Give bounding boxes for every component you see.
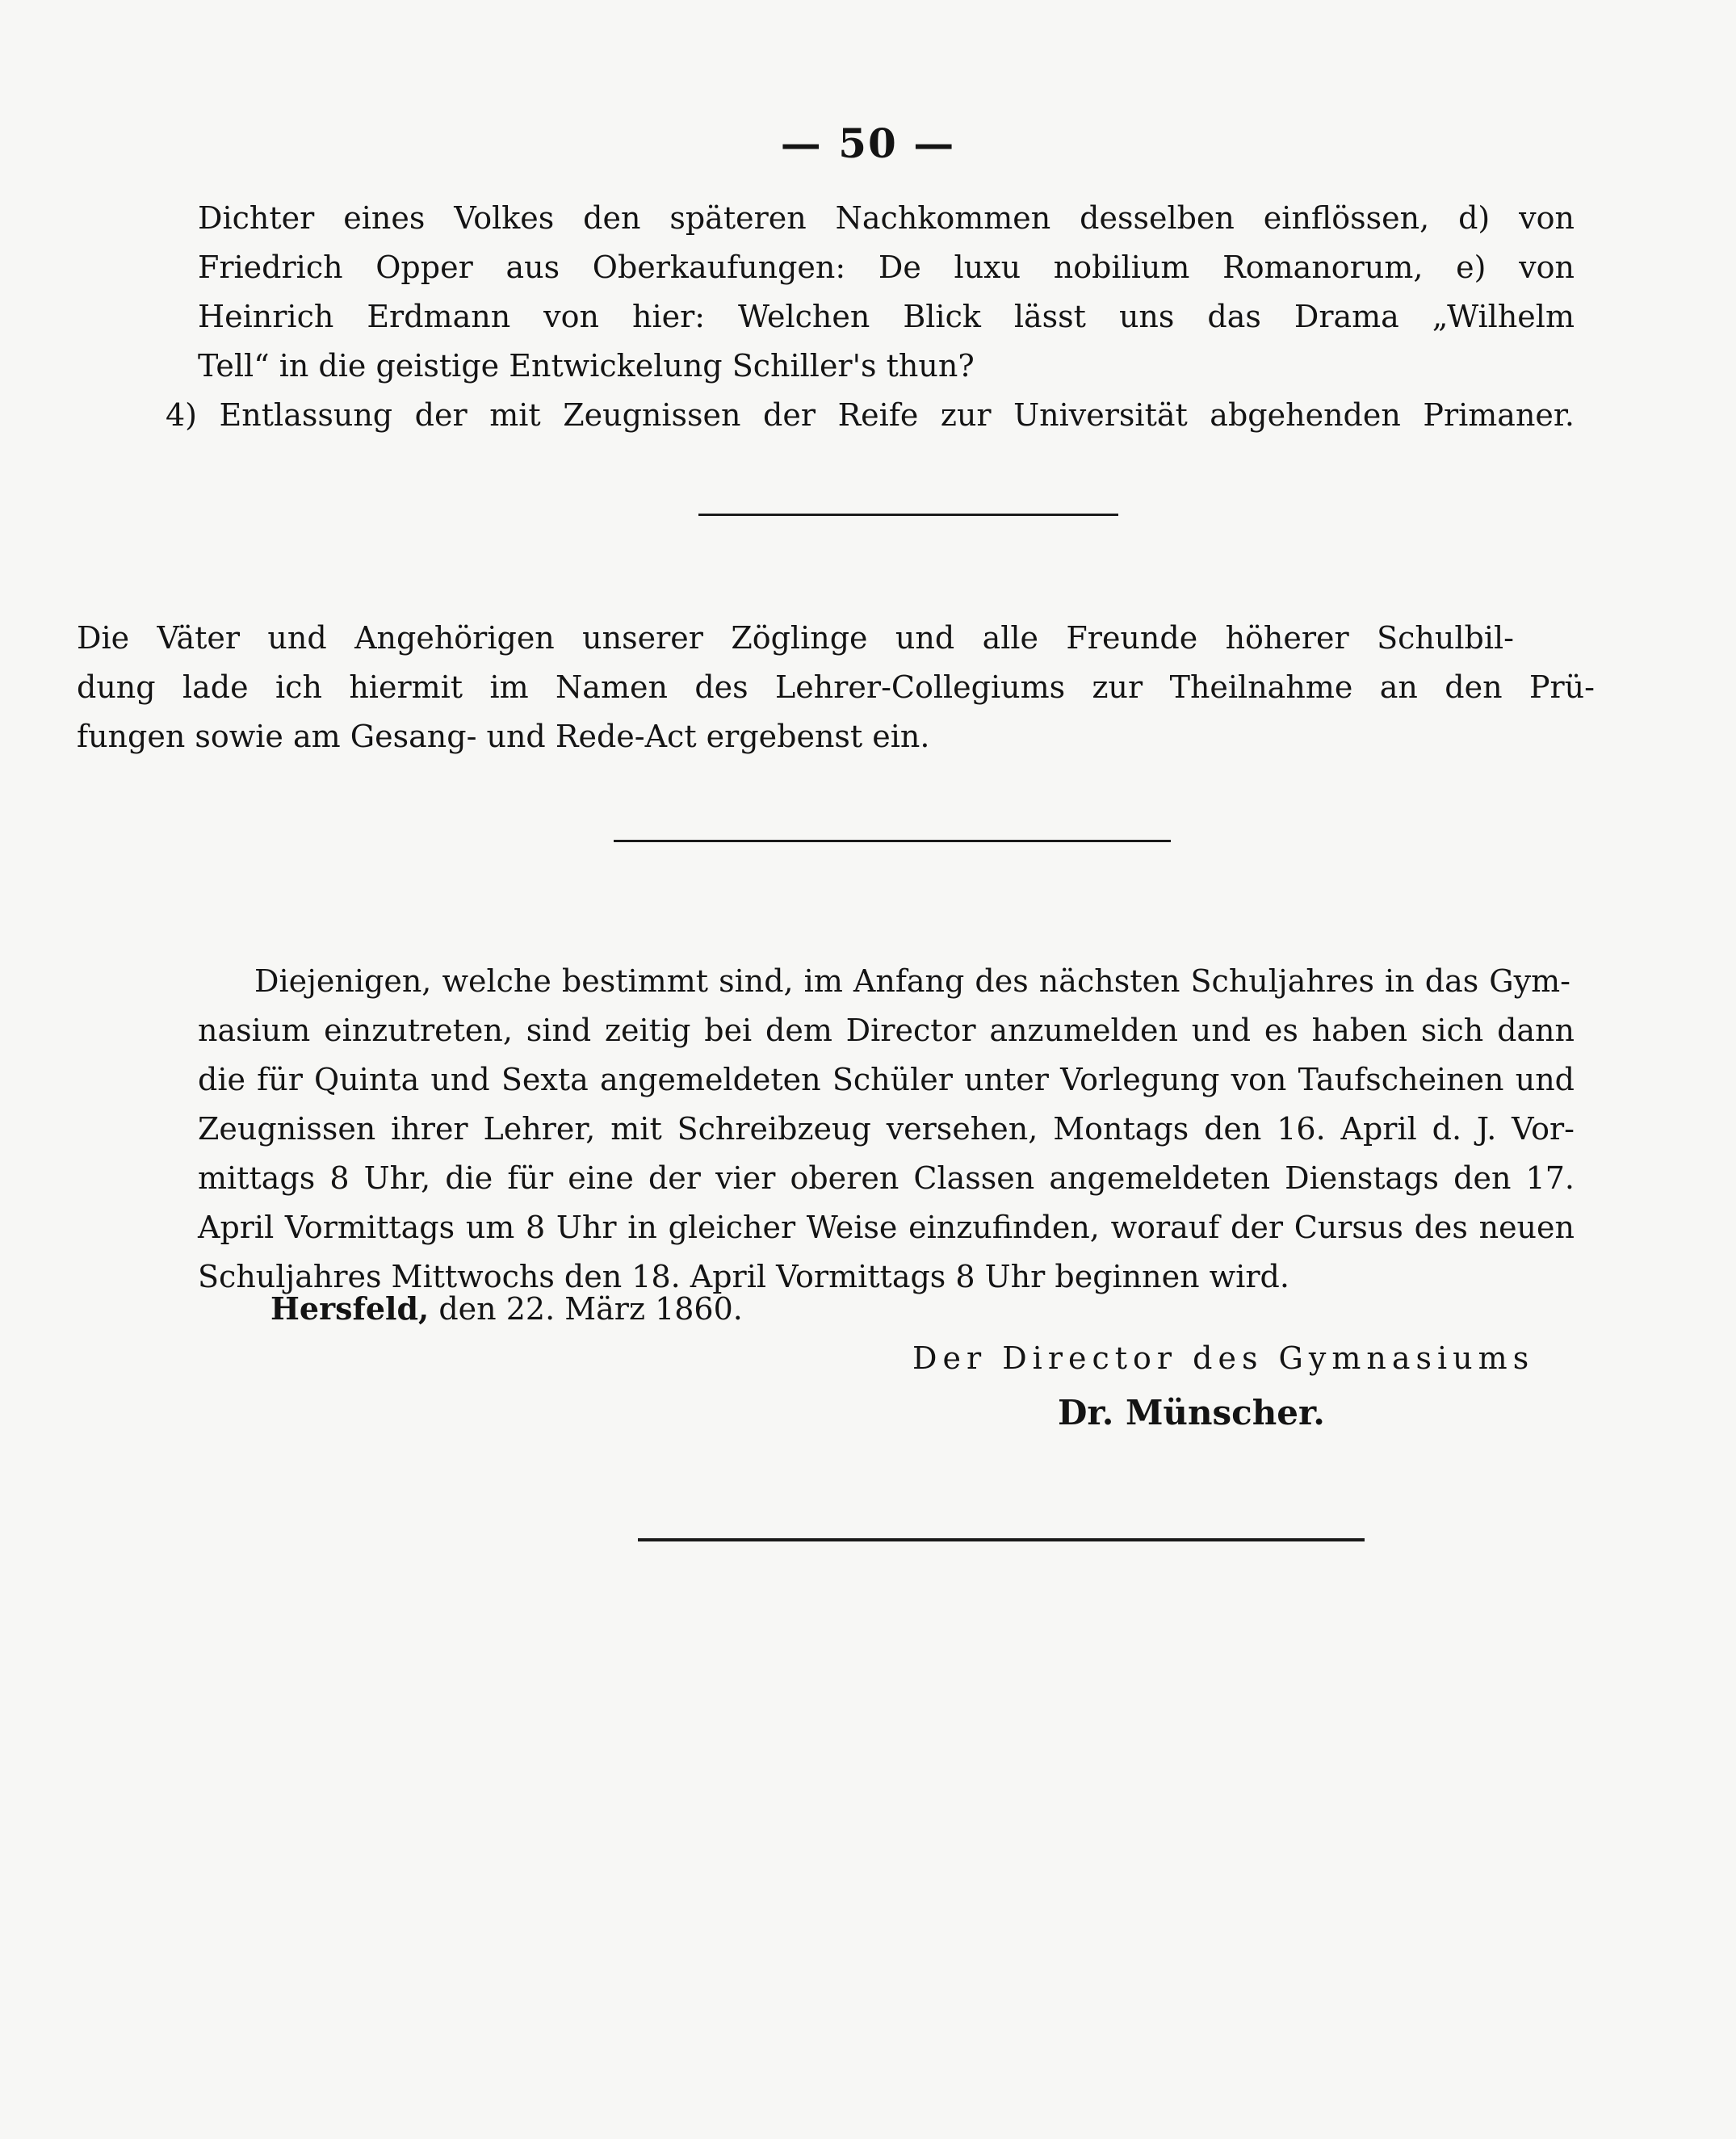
text-line: Die Väter und Angehörigen unserer Zöglinge und alle Freunde höherer Schulbil-: [77, 620, 1514, 656]
place-date-line: [270, 1290, 743, 1327]
text-line: nasium einzutreten, sind zeitig bei dem Director anzumelden und es haben sich dann: [198, 1013, 1575, 1048]
paragraph-enrollment: [198, 957, 1575, 1302]
text-line: Tell“ in die geistige Entwickelung Schiller's thun?: [198, 348, 975, 384]
signoff: Der Director des Gymnasiums: [912, 1340, 1535, 1376]
text-line: Diejenigen, welche bestimmt sind, im Anfang des nächsten Schuljahres in das Gym-: [254, 963, 1570, 999]
text-line: April Vormittags um 8 Uhr in gleicher Weise einzufinden, worauf der Cursus des neuen: [198, 1210, 1575, 1245]
separator-rule: [614, 840, 1171, 842]
separator-rule: [698, 514, 1118, 516]
text-line: fungen sowie am Gesang- und Rede-Act ergebenst ein.: [77, 719, 930, 754]
text-line: dung lade ich hiermit im Namen des Lehrer-Collegiums zur Theilnahme an den Prü-: [77, 669, 1595, 705]
text-line: Friedrich Opper aus Oberkaufungen: De luxu nobilium Romanorum, e) von: [198, 250, 1575, 285]
page-number: — 50 —: [780, 120, 956, 167]
text-line: Dichter eines Volkes den späteren Nachkommen desselben einflössen, d) von: [198, 200, 1575, 236]
signature: Dr. Münscher.: [1058, 1393, 1325, 1432]
text-line: Heinrich Erdmann von hier: Welchen Blick lässt uns das Drama „Wilhelm: [198, 299, 1575, 334]
text-line: Schuljahres Mittwochs den 18. April Vormittags 8 Uhr beginnen wird.: [198, 1259, 1289, 1294]
text-line: die für Quinta und Sexta angemeldeten Schüler unter Vorlegung von Taufscheinen und: [198, 1062, 1575, 1097]
text-line: 4) Entlassung der mit Zeugnissen der Reife zur Universität abgehenden Primaner.: [166, 397, 1575, 433]
place: Hersfeld,: [270, 1290, 430, 1327]
paragraph-invitation: [77, 614, 1595, 761]
separator-rule: [638, 1538, 1365, 1541]
date: den 22. März 1860.: [438, 1291, 743, 1327]
text-line: mittags 8 Uhr, die für eine der vier oberen Classen angemeldeten Dienstags den 17.: [198, 1160, 1575, 1196]
paragraph-exam-topics: [166, 194, 1575, 440]
text-line: Zeugnissen ihrer Lehrer, mit Schreibzeug versehen, Montags den 16. April d. J. Vor-: [198, 1111, 1575, 1147]
